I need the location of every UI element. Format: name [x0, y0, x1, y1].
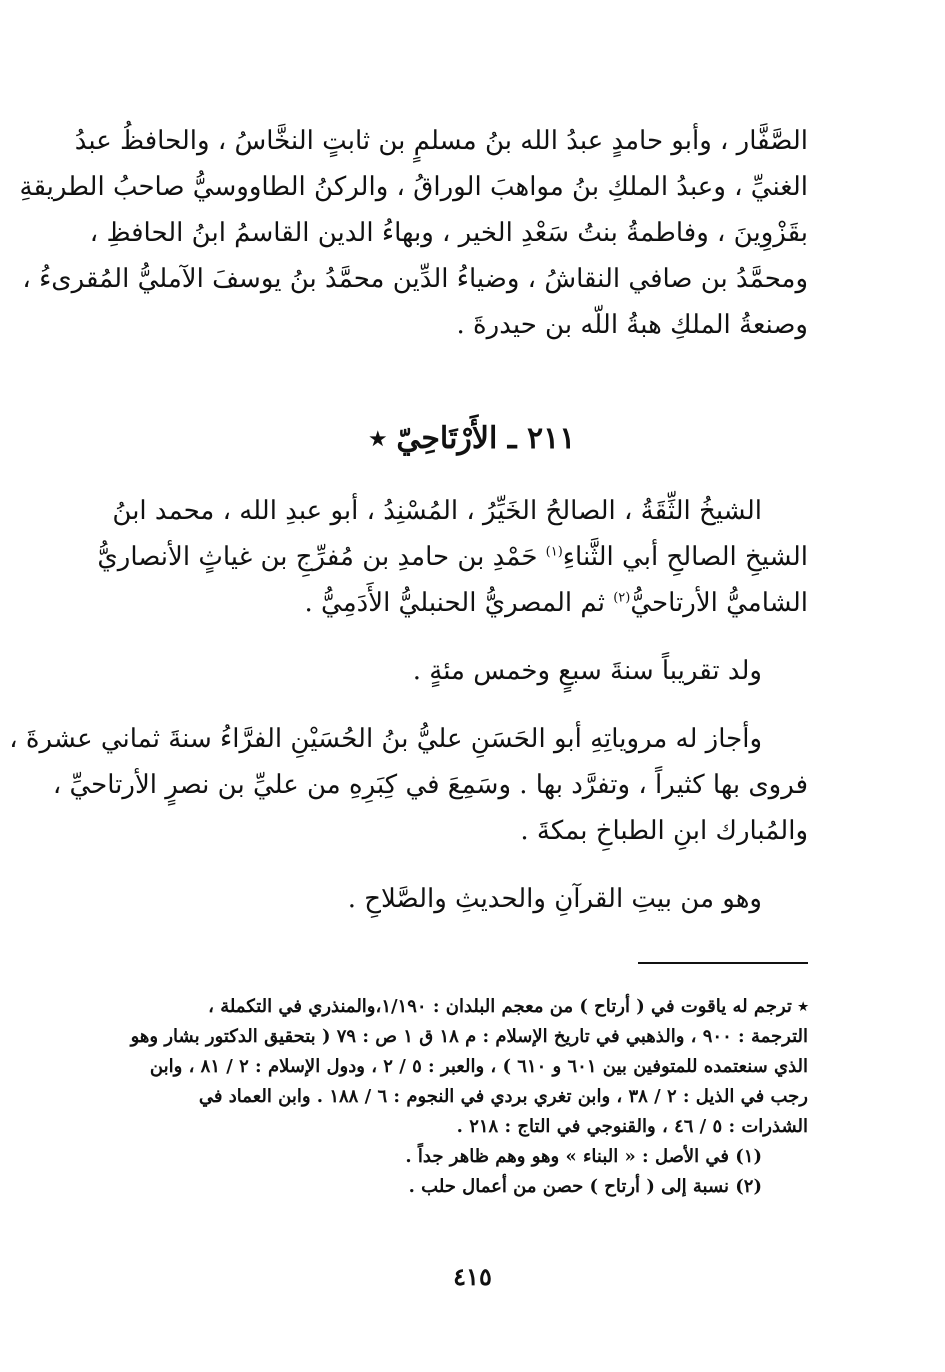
- entry-paragraph-4: [118, 876, 808, 922]
- entry-body: [9, 488, 808, 944]
- text-line: الشيخُ الثِّقَةُ ، الصالحُ الخَيِّرُ ، المُسْنِدُ ، أبو عبدِ الله ، محمد ابنُ: [112, 496, 762, 526]
- footnote-line: الشذرات : ٥ / ٤٦ ، والقنوجي في التاج : ٢١٨ .: [456, 1116, 808, 1137]
- footnote-line: (٢) نسبة إلى ( أرتاح ) حصن من أعمال حلب .: [408, 1176, 762, 1197]
- text-line: الغنيِّ ، وعبدُ الملكِ بنُ مواهبَ الوراقُ ، والركنُ الطاووسيُّ صاحبُ الطريقةِ: [19, 172, 808, 202]
- text-line: ومحمَّدُ بن صافي النقاشُ ، وضياءُ الدِّين محمَّدُ بنُ يوسفَ الآمليُّ المُقرىءُ ،: [22, 264, 808, 294]
- footnote-line: رجب في الذيل : ٢ / ٣٨ ، وابن تغري بردي في النجوم : ٦ / ١٨٨ . وابن العماد في: [198, 1086, 808, 1107]
- text-line: وأجاز له مروياتِهِ أبو الحَسَنِ عليُّ بنُ الحُسَيْنِ الفرَّاءُ سنةَ ثماني عشرةَ ،: [9, 724, 762, 754]
- text-line: وهو من بيتِ القرآنِ والحديثِ والصَّلاحِ .: [347, 884, 762, 914]
- text-line: الصَّفَّار ، وأبو حامدٍ عبدُ الله بنُ مسلمٍ بن ثابتٍ النخَّاسُ ، والحافظُ عبدُ: [74, 126, 808, 156]
- entry-heading: ٢١١ ـ الأَرْتَاحِيّ ٭: [369, 421, 576, 456]
- continued-paragraph: [19, 118, 808, 348]
- footnote-line: الذي سنعتمده للمتوفين بين ٦٠١ و ٦١٠ ) ، والعبر : ٥ / ٢ ، ودول الإسلام : ٢ / ٨١ ، وابن: [149, 1056, 808, 1077]
- text-line: بقَزْوِينَ ، وفاطمةُ بنتُ سَعْدِ الخير ، وبهاءُ الدين القاسمُ ابنُ الحافظِ ،: [89, 218, 808, 248]
- footnote-line: (١) في الأصل : « البناء » وهو وهم ظاهر جداً .: [405, 1146, 762, 1167]
- footnote-line: ٭ ترجم له ياقوت في ( أرتاح ) من معجم البلدان : ١/١٩٠،والمنذري في التكملة ،: [208, 996, 808, 1017]
- text-line: والمُبارك ابنِ الطباخِ بمكةَ .: [520, 816, 808, 846]
- page-number: ٤١٥: [453, 1262, 492, 1291]
- text-line: فروى بها كثيراً ، وتفرَّد بها . وسَمِعَ في كِبَرِهِ من عليِّ بن نصرٍ الأرتاحيِّ ،: [52, 770, 808, 800]
- footnote-line: الترجمة : ٩٠٠ ، والذهبي في تاريخ الإسلام : م ١٨ ق ١ ص : ٧٩ ( بتحقيق الدكتور بشار وهو: [130, 1026, 808, 1047]
- entry-paragraph-2: [118, 648, 808, 694]
- footnote-divider: [638, 962, 808, 964]
- entry-paragraph-1: [97, 488, 808, 626]
- text-line: [118, 580, 808, 626]
- text-span: حَمْدِ بن حامدِ بن مُفرِّجِ بن غياثٍ الأنصاريُّ: [97, 542, 546, 572]
- text-line: وصنعةُ الملكِ هبةُ اللّه بن حيدرةَ .: [456, 310, 808, 340]
- text-line: ولد تقريباً سنةَ سبعٍ وخمس مئةٍ .: [412, 656, 762, 686]
- text-line: [97, 534, 808, 580]
- text-span: ثم المصريُّ الحنبليُّ الأَدَمِيُّ .: [304, 588, 614, 618]
- footnote-ref-1: (١): [545, 544, 563, 560]
- footnote-ref-2: (٢): [613, 590, 631, 606]
- footnotes: [118, 992, 808, 1202]
- text-span: الشاميُّ الأرتاحيُّ: [630, 588, 808, 618]
- text-span: الشيخِ الصالحِ أبي الثَّناءِ: [562, 542, 808, 572]
- entry-paragraph-3: [9, 716, 808, 854]
